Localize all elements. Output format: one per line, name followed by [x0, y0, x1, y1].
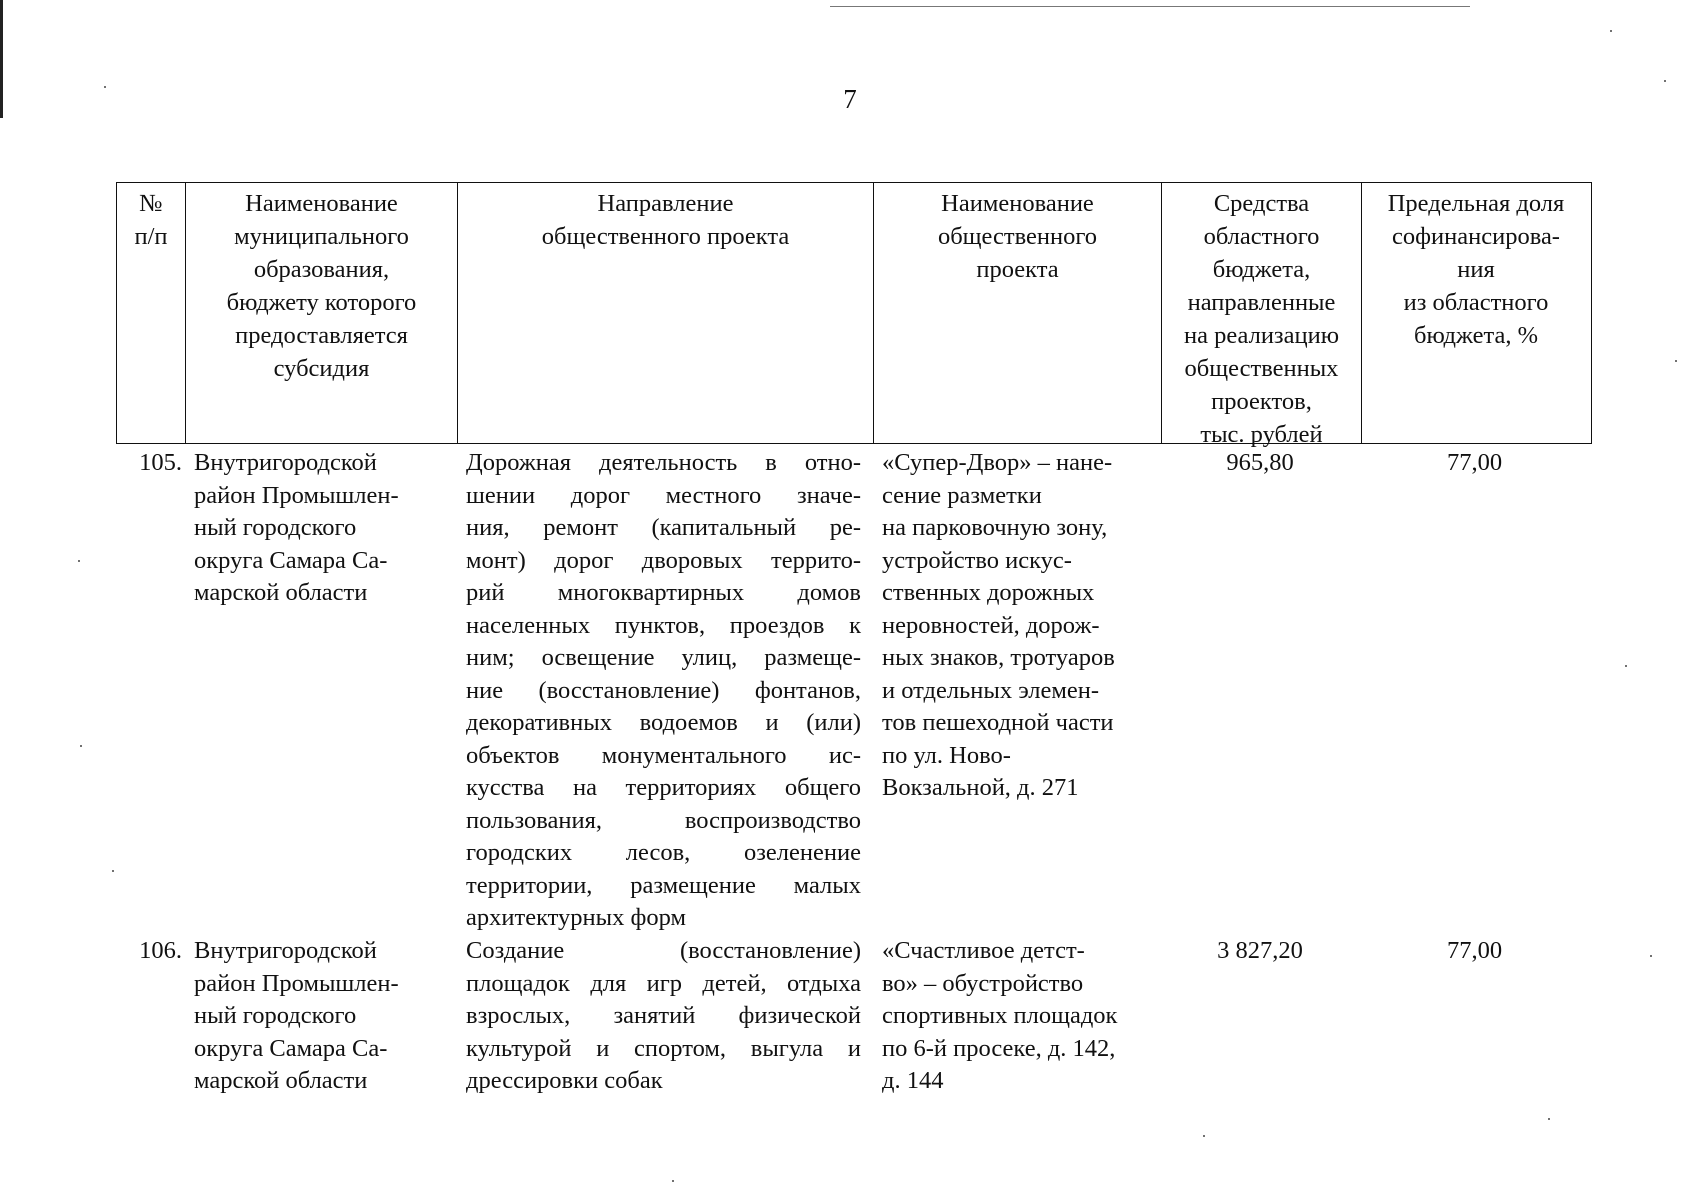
cell-line: на парковочную зону, [882, 514, 1108, 541]
scan-speck [112, 870, 114, 872]
scan-speck [1625, 665, 1627, 667]
share-cell: 77,00 [1446, 449, 1503, 476]
scan-speck [1610, 30, 1612, 32]
cell-line: «Счастливое детст- [882, 937, 1085, 964]
cell-line: ним; освещение улиц, размеще- [466, 644, 861, 671]
header-line: общественных [1184, 355, 1339, 382]
cell-line: территории, размещение малых [466, 871, 861, 899]
scan-speck [1664, 80, 1666, 82]
cell-line: марской области [194, 579, 368, 606]
cell-line: марской области [194, 1067, 368, 1094]
header-line: на реализацию [1183, 322, 1340, 349]
header-line: предоставляется [235, 322, 408, 349]
row-number: 105. [139, 449, 182, 476]
row-number: 106. [139, 937, 182, 964]
cell-line: декоративных водоемов и (или) [466, 709, 861, 736]
cell-line: ния, ремонт (капитальный ре- [466, 514, 861, 541]
project-cell [882, 935, 1162, 1098]
cell-line: площадок для игр детей, отдыха [466, 969, 861, 997]
cell-line: округа Самара Са- [194, 546, 388, 574]
municipality-cell [194, 935, 444, 1098]
scan-speck [104, 86, 106, 88]
cell-line: «Супер-Двор» – нане- [882, 449, 1113, 476]
cell-line: округа Самара Са- [194, 1034, 388, 1062]
cell-line: устройство искус- [882, 546, 1072, 574]
cell-line: Внутригородской [194, 937, 377, 964]
header-funds [1161, 183, 1361, 448]
cell-line: дрессировки собак [466, 1067, 663, 1094]
cell-line: культурой и спортом, выгула и [466, 1034, 861, 1062]
cell-line: Внутригородской [194, 449, 377, 476]
header-line: бюджета, % [1413, 322, 1538, 349]
cell-line: Дорожная деятельность в отно- [466, 449, 861, 476]
header-line: направленные [1187, 289, 1336, 316]
cell-line: во» – обустройство [882, 969, 1084, 997]
header-line: образования, [253, 256, 390, 283]
header-line: общественного проекта [541, 223, 790, 250]
scan-edge-line [830, 6, 1470, 7]
scan-speck [672, 1180, 674, 1182]
scan-speck [1675, 360, 1677, 362]
header-number [117, 183, 185, 443]
project-cell [882, 447, 1162, 805]
scan-speck [1203, 1135, 1205, 1137]
header-line: муниципального [234, 223, 409, 250]
header-line: № [139, 190, 163, 217]
cell-line: ственных дорожных [882, 579, 1095, 606]
cell-line: монт) дорог дворовых террито- [466, 546, 861, 574]
header-line: Предельная доля [1387, 190, 1565, 217]
scan-speck [1650, 955, 1652, 957]
direction-cell [466, 935, 861, 1098]
cell-line: ный городского [194, 514, 357, 541]
header-line: Наименование [245, 190, 398, 217]
cell-line: взрослых, занятий физической [466, 1002, 861, 1029]
cell-line: пользования, воспроизводство [466, 806, 861, 834]
header-line: ния [1457, 256, 1495, 283]
header-line: Средства [1213, 190, 1310, 217]
cell-line: объектов монументального ис- [466, 741, 861, 769]
table-header [116, 182, 1592, 448]
page-number: 7 [843, 84, 857, 114]
header-project [873, 183, 1161, 443]
cell-line: городских лесов, озеленение [466, 839, 861, 866]
cell-line: ный городского [194, 1002, 357, 1029]
municipality-cell [194, 447, 444, 610]
scan-speck [80, 745, 82, 747]
cell-line: район Промышлен- [194, 969, 399, 997]
cell-line: рий многоквартирных домов [466, 579, 861, 606]
cell-line: шении дорог местного значе- [466, 481, 861, 509]
funds-cell: 965,80 [1226, 449, 1294, 476]
header-line: из областного [1403, 289, 1549, 316]
header-line: бюджета, [1212, 256, 1311, 283]
scan-speck [78, 560, 80, 562]
share-cell: 77,00 [1446, 937, 1503, 964]
cell-line: архитектурных форм [466, 904, 686, 931]
header-line: бюджету которого [226, 289, 417, 316]
cell-line: неровностей, дорож- [882, 611, 1100, 639]
cell-line: и отдельных элемен- [882, 676, 1100, 704]
header-line: субсидия [273, 355, 370, 382]
cell-line: кусства на территориях общего [466, 774, 861, 801]
header-direction [457, 183, 873, 443]
header-share [1361, 183, 1590, 443]
direction-cell [466, 447, 861, 935]
header-line: проекта [976, 256, 1059, 283]
cell-line: по 6-й просеке, д. 142, [882, 1034, 1116, 1062]
cell-line: по ул. Ново- [882, 741, 1011, 769]
cell-line: сение разметки [882, 481, 1042, 509]
header-line: софинансирова- [1392, 223, 1560, 250]
cell-line: населенных пунктов, проездов к [466, 611, 861, 639]
header-line: тыс. рублей [1200, 421, 1323, 448]
header-line: п/п [134, 223, 168, 250]
cell-line: ных знаков, тротуаров [882, 644, 1115, 671]
cell-line: район Промышлен- [194, 481, 399, 509]
funds-cell: 3 827,20 [1217, 937, 1303, 964]
cell-line: Создание (восстановление) [466, 937, 861, 964]
header-line: проектов, [1211, 388, 1312, 415]
header-line: Направление [597, 190, 734, 217]
header-line: Наименование [941, 190, 1094, 217]
header-line: общественного [937, 223, 1098, 250]
scan-speck [1548, 1118, 1550, 1120]
scan-edge-mark [0, 0, 3, 118]
cell-line: д. 144 [882, 1067, 944, 1094]
cell-line: спортивных площадок [882, 1002, 1118, 1029]
header-line: областного [1203, 223, 1320, 250]
cell-line: Вокзальной, д. 271 [882, 774, 1079, 801]
cell-line: ние (восстановление) фонтанов, [466, 676, 861, 704]
cell-line: тов пешеходной части [882, 709, 1114, 736]
header-municipality [185, 183, 457, 443]
